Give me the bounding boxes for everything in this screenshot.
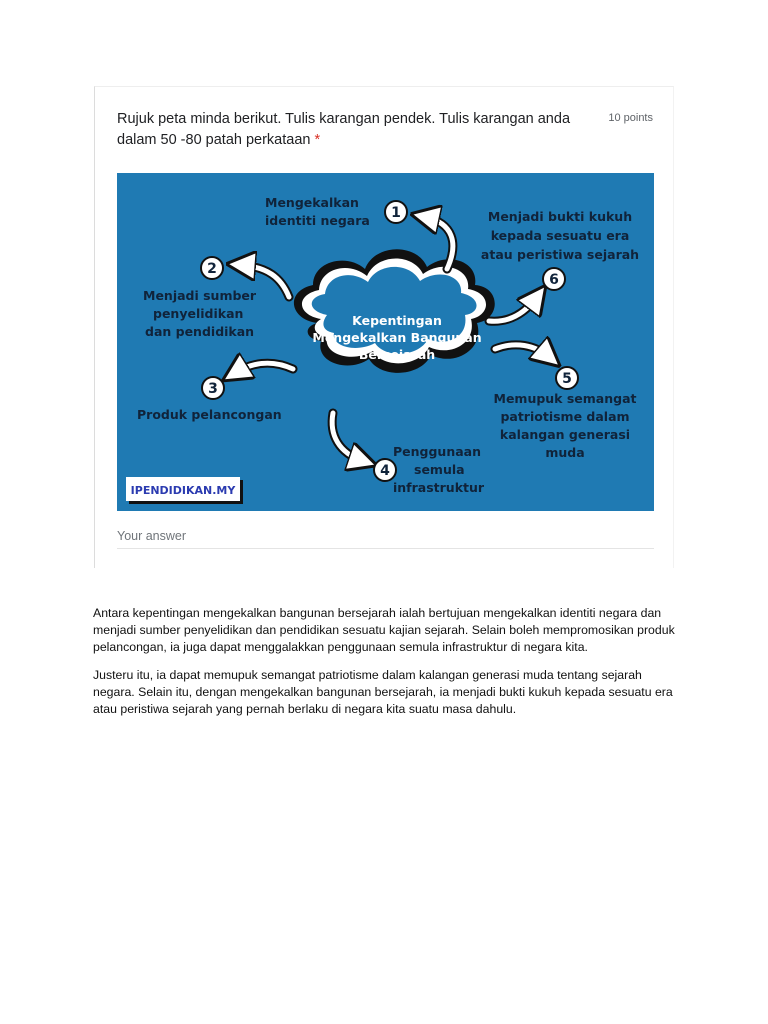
item-6-line-2: kepada sesuatu era bbox=[490, 228, 630, 243]
mind-map-image bbox=[117, 173, 654, 511]
essay-paragraph-1: Antara kepentingan mengekalkan bangunan bersejarah ialah bertujuan mengekalkan identiti negara dan menjadi sumber penyelidikan dan pendidikan sesuatu kajian sejarah. Selain boleh mempromosikan produk pelancongan, ia juga dapat menggalakkan penggunaan semula infrastruktur di negara kita. bbox=[93, 606, 675, 655]
item-5-line-1: Memupuk semangat bbox=[493, 391, 637, 406]
center-line-3: Bersejarah bbox=[358, 347, 436, 362]
item-3-number: 3 bbox=[208, 381, 218, 397]
item-3-line-1: Produk pelancongan bbox=[137, 407, 282, 422]
watermark-badge bbox=[126, 477, 243, 504]
answer-label: Your answer bbox=[117, 529, 187, 543]
points-label: 10 points bbox=[608, 112, 653, 124]
item-5-line-4: muda bbox=[545, 445, 585, 460]
answer-input-line[interactable] bbox=[117, 548, 654, 549]
center-line-2: Mengekalkan Bangunan bbox=[312, 330, 482, 345]
item-4-line-1: Penggunaan bbox=[393, 444, 482, 459]
essay-text bbox=[93, 605, 683, 728]
required-asterisk: * bbox=[314, 132, 321, 148]
item-1-number: 1 bbox=[391, 205, 401, 221]
item-2-line-3: dan pendidikan bbox=[145, 324, 255, 339]
item-2-number: 2 bbox=[207, 261, 217, 277]
center-line-1: Kepentingan bbox=[352, 313, 442, 328]
item-6-number: 6 bbox=[549, 272, 559, 288]
question-prompt: Rujuk peta minda berikut. Tulis karangan pendek. Tulis karangan anda dalam 50 -80 patah perkataan bbox=[117, 111, 571, 148]
item-5-number: 5 bbox=[562, 371, 572, 387]
question-text bbox=[117, 109, 587, 151]
item-1-line-1: Mengekalkan bbox=[265, 195, 359, 210]
item-2-line-1: Menjadi sumber bbox=[143, 288, 257, 303]
item-5-line-2: patriotisme dalam bbox=[500, 409, 630, 424]
essay-paragraph-2: Justeru itu, ia dapat memupuk semangat patriotisme dalam kalangan generasi muda tentang sejarah negara. Selain itu, dengan mengekalkan bangunan bersejarah, ia menjadi bukti kukuh kepada sesuatu era atau peristiwa sejarah yang pernah berlaku di negara kita suatu masa dahulu. bbox=[93, 667, 673, 717]
item-4-number: 4 bbox=[380, 463, 390, 479]
item-6-line-3: atau peristiwa sejarah bbox=[480, 247, 640, 262]
item-4-line-3: infrastruktur bbox=[393, 480, 485, 495]
question-card bbox=[94, 86, 674, 568]
item-5-line-3: kalangan generasi bbox=[499, 427, 631, 442]
item-6-line-1: Menjadi bukti kukuh bbox=[487, 209, 633, 224]
item-4-line-2: semula bbox=[414, 462, 465, 477]
item-1-line-2: identiti negara bbox=[265, 213, 370, 228]
item-2-line-2: penyelidikan bbox=[153, 306, 244, 321]
watermark-text: IPENDIDIKAN.MY bbox=[130, 484, 236, 497]
